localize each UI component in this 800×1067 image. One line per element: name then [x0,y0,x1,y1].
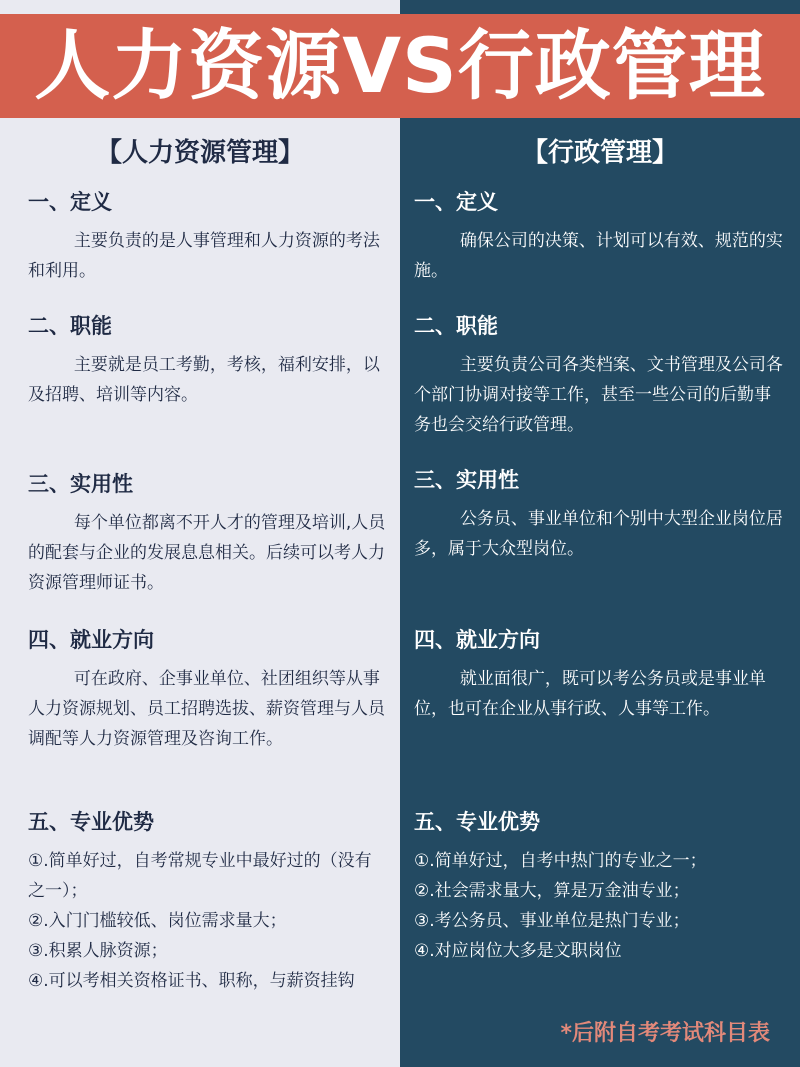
section-title: 三、实用性 [28,472,133,496]
list-item: ①.简单好过，自考常规专业中最好过的（没有之一）； [28,851,372,901]
right-section-practicality [414,464,786,564]
section-text: 公务员、事业单位和个别中大型企业岗位居多，属于大众型岗位。 [414,509,783,559]
list-item: ④.对应岗位大多是文职岗位 [414,941,622,961]
right-section-definition [414,186,786,286]
section-title: 五、专业优势 [28,810,154,834]
advantages-list [28,846,388,996]
section-title: 一、定义 [414,190,498,214]
section-title: 四、就业方向 [414,628,540,652]
right-section-career [414,624,786,724]
section-title: 五、专业优势 [414,810,540,834]
section-text: 确保公司的决策、计划可以有效、规范的实施。 [414,231,783,281]
right-section-function [414,310,786,440]
list-item: ①.简单好过，自考中热门的专业之一； [414,851,707,871]
advantages-list [414,846,786,966]
left-section-definition [28,186,388,286]
section-title: 三、实用性 [414,468,519,492]
list-item: ③.考公务员、事业单位是热门专业； [414,911,690,931]
right-column [400,118,800,1067]
section-text: 每个单位都离不开人才的管理及培训,人员的配套与企业的发展息息相关。后续可以考人力资源管理师证书。 [28,513,386,593]
section-title: 一、定义 [28,190,112,214]
section-text: 就业面很广，既可以考公务员或是事业单位，也可在企业从事行政、人事等工作。 [414,669,766,719]
footnote: *后附自考考试科目表 [560,1021,770,1046]
section-text: 主要负责的是人事管理和人力资源的考法和利用。 [28,231,380,281]
list-item: ③.积累人脉资源； [28,941,168,961]
left-column-header: 【人力资源管理】 [95,138,304,168]
left-section-career [28,624,388,754]
title-banner [0,14,800,118]
page-title: 人力资源VS行政管理 [34,21,766,110]
section-title: 二、职能 [414,314,498,338]
left-column [0,118,400,1067]
section-title: 四、就业方向 [28,628,154,652]
left-section-function [28,310,388,410]
section-text: 主要就是员工考勤，考核，福利安排，以及招聘、培训等内容。 [28,355,380,405]
section-text: 主要负责公司各类档案、文书管理及公司各个部门协调对接等工作，甚至一些公司的后勤事务也会交给行政管理。 [414,355,783,435]
right-section-advantages [414,806,786,966]
right-column-header: 【行政管理】 [521,138,678,168]
list-item: ②.社会需求量大，算是万金油专业； [414,881,690,901]
list-item: ④.可以考相关资格证书、职称，与薪资挂钩 [28,971,355,991]
list-item: ②.入门门槛较低、岗位需求量大； [28,911,287,931]
left-section-advantages [28,806,388,996]
section-text: 可在政府、企事业单位、社团组织等从事人力资源规划、员工招聘选拔、薪资管理与人员调配等人力资源管理及咨询工作。 [28,669,385,749]
section-title: 二、职能 [28,314,112,338]
left-section-practicality [28,468,388,598]
